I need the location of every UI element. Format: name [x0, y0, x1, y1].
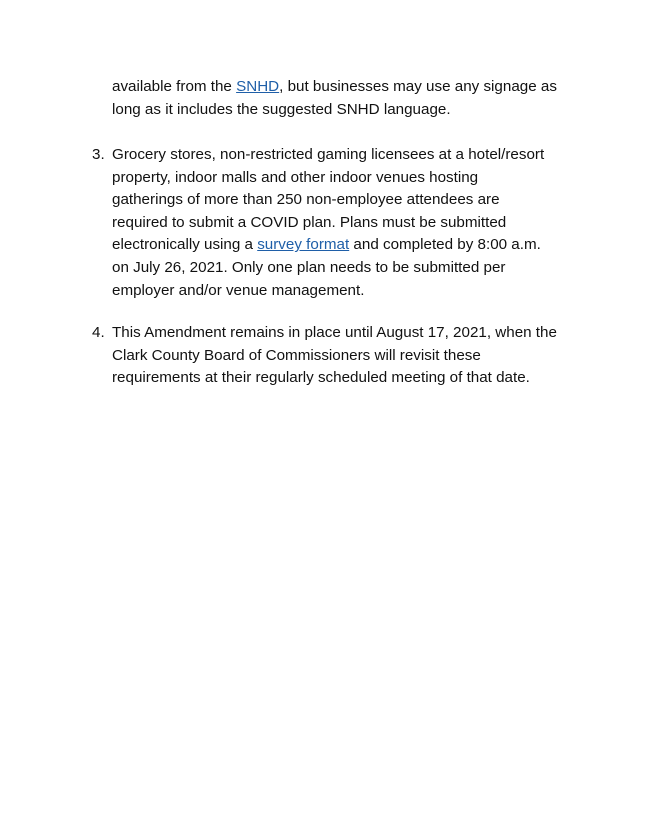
- survey-format-link[interactable]: survey format: [257, 236, 350, 254]
- item3-line-2: property, indoor malls and other indoor venues hosting: [112, 168, 479, 186]
- snhd-link[interactable]: SNHD: [236, 78, 280, 95]
- item3-line-3: gatherings of more than 250 non-employee attendees are: [112, 191, 500, 209]
- continued-line-1: available from the SNHD, but businesses may use any signage as: [112, 78, 557, 95]
- item3-line-4: required to submit a COVID plan. Plans must be submitted: [112, 213, 507, 231]
- continued-paragraph: [112, 76, 592, 121]
- item3-line-5: electronically using a survey format and completed by 8:00 a.m.: [112, 236, 541, 254]
- list-number-4: 4.: [92, 324, 105, 341]
- continued-line-2: long as it includes the suggested SNHD language.: [112, 100, 451, 118]
- item3-line-7: employer and/or venue management.: [112, 281, 365, 299]
- item4-line-1: This Amendment remains in place until August 17, 2021, when the: [112, 324, 557, 341]
- list-item-4-text: [112, 322, 592, 390]
- item4-line-3: requirements at their regularly scheduled meeting of that date.: [112, 369, 530, 387]
- item3-line-1: Grocery stores, non-restricted gaming licensees at a hotel/resort: [112, 146, 545, 163]
- list-item-3-text: [112, 144, 592, 302]
- list-number-3: 3.: [92, 146, 105, 163]
- item4-line-2: Clark County Board of Commissioners will revisit these: [112, 346, 481, 364]
- list-item-3: [92, 144, 592, 302]
- list-item-4: [92, 322, 592, 390]
- item3-line-6: on July 26, 2021. Only one plan needs to be submitted per: [112, 258, 506, 276]
